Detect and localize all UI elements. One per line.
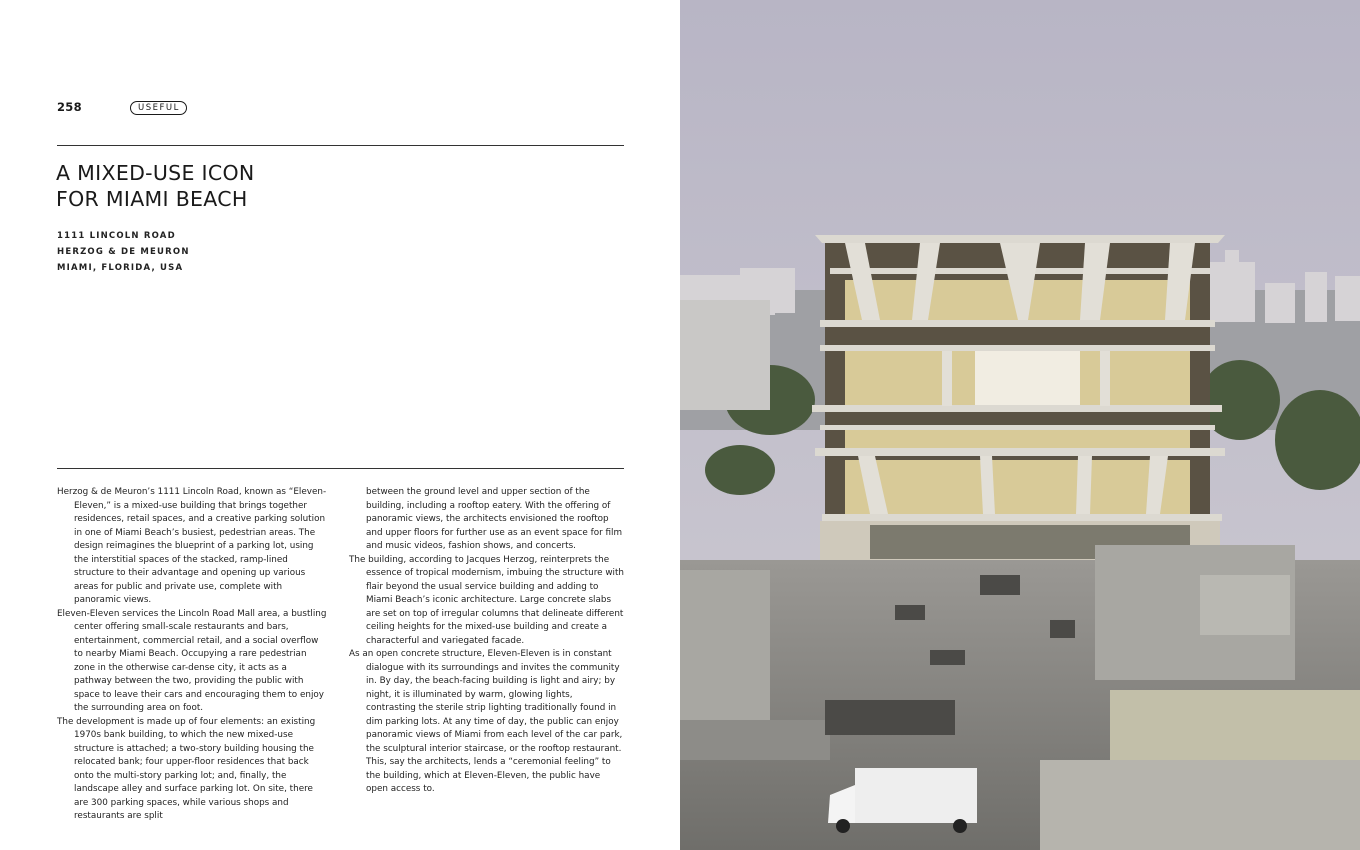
lower-right-roof (1040, 760, 1360, 850)
title-line-2: FOR MIAMI BEACH (56, 187, 248, 211)
meta-architect: HERZOG & DE MEURON (57, 247, 190, 257)
paragraph: As an open concrete structure, Eleven-Eleven is in constant dialogue with its surroundings and invites the community in. By day, the beach-facing building is light and airy; by night, it is illuminated by warm, glowing lights, contrasting the sterile strip lighting traditionally found in dim parking lots. At any time of day, the public can enjoy panoramic views of Miami from each level of the car park, the sculptural interior staircase, or the rooftop restaurant. This, say the architects, lends a “ceremonial feeling” to the building, which at Eleven-Eleven, the public have open access to. (349, 649, 623, 794)
left-building (680, 300, 770, 410)
body-divider (57, 468, 624, 469)
meta-location: MIAMI, FLORIDA, USA (57, 263, 184, 273)
title-line-1: A MIXED-USE ICON (56, 161, 255, 185)
section-tag: USEFUL (130, 101, 187, 115)
paragraph: Eleven-Eleven services the Lincoln Road Mall area, a bustling center offering small-scale restaurants and bars, entertainment, commercial retail, and a social overflow to nearby Miami Beach. Occupying a rare pedestrian zone in the otherwise car-dense city, it acts as a pathway between the two, providing the public with space to leave their cars and encouraging them to enjoy the surrounding area on foot. (57, 608, 327, 713)
meta-address: 1111 LINCOLN ROAD (57, 231, 176, 241)
paragraph: Herzog & de Meuron’s 1111 Lincoln Road, known as “Eleven-Eleven,” is a mixed-use building that brings together residences, retail spaces, and a creative parking solution in one of Miami Beach’s busiest, pedestrian areas. The design reimagines the blueprint of a parking lot, using the interstitial spaces of the stacked, ramp-lined structure to their advantage and opening up various areas for public and private use, complete with panoramic views. (57, 487, 327, 605)
building-photo (680, 0, 1360, 850)
paragraph: The building, according to Jacques Herzog, reinterprets the essence of tropical modernism, imbuing the structure with flair beyond the usual service building and adding to Miami Beach’s iconic architecture. Large concrete slabs are set on top of irregular columns that delineate different ceiling heights for the mixed-use building and create a characterful and variegated facade. (349, 554, 624, 646)
eleven-eleven-building (812, 235, 1225, 561)
body-column-1 (57, 486, 327, 824)
article-title (56, 160, 476, 212)
top-divider (57, 145, 624, 146)
photo-illustration (680, 0, 1360, 850)
page-number: 258 (57, 100, 82, 114)
project-meta (57, 228, 190, 276)
paragraph: The development is made up of four elements: an existing 1970s bank building, to which the new mixed-use structure is attached; a two-story building housing the relocated bank; four upper-floor residences that back onto the multi-story parking lot; and, finally, the landscape alley and surface parking lot. On site, there are 300 parking spaces, while various shops and restaurants are split (57, 716, 316, 821)
paragraph-continued: between the ground level and upper section of the building, including a rooftop eatery. With the offering of panoramic views, the architects envisioned the rooftop and upper floors for further use as an event space for film and music videos, fashion shows, and concerts. (366, 487, 623, 551)
body-column-2 (349, 486, 624, 797)
